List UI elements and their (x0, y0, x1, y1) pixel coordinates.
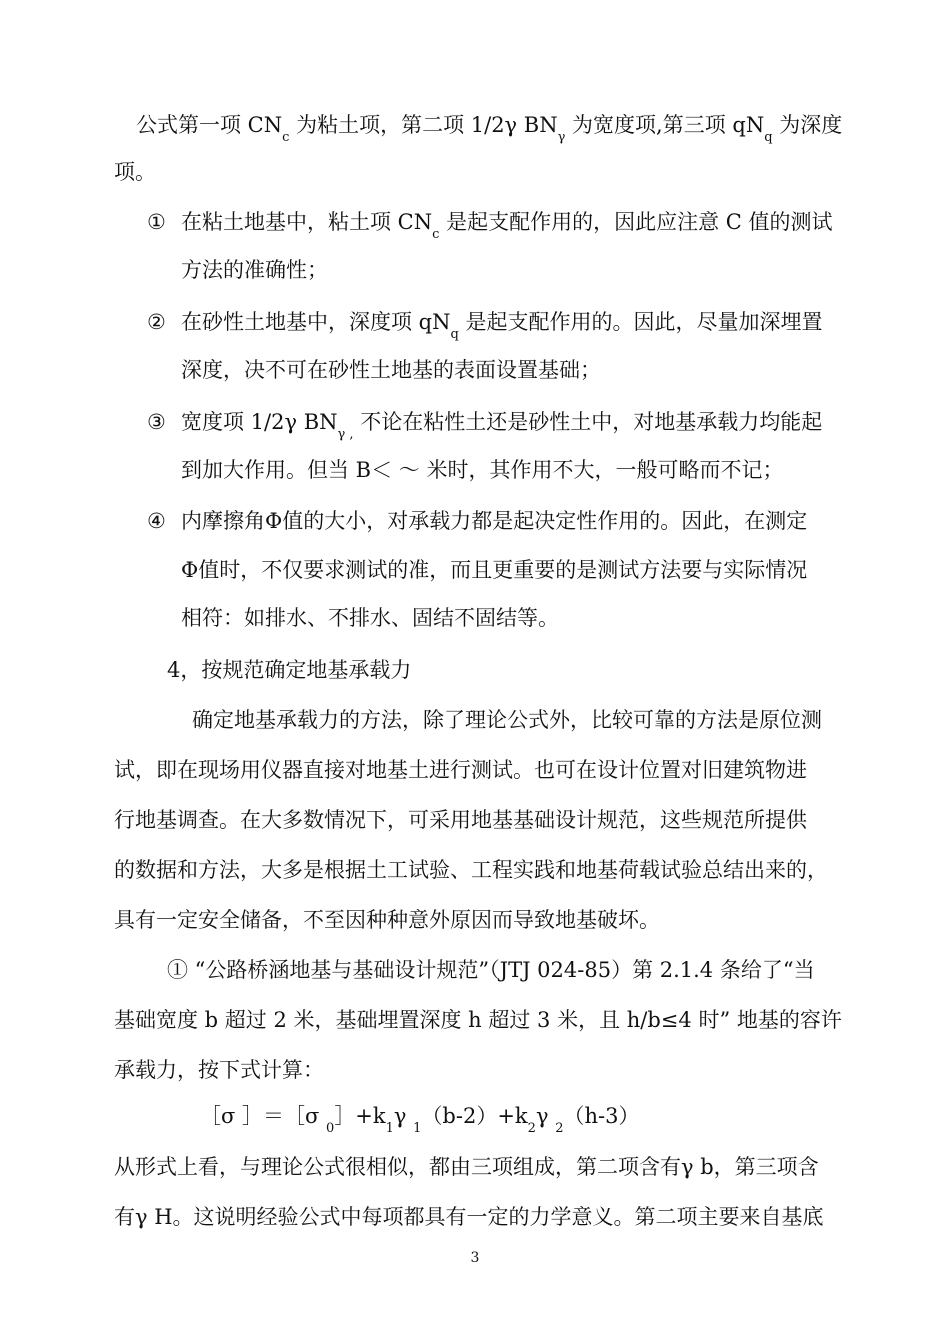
list-item-continuation: 相符：如排水、不排水、固结不固结等。 (181, 606, 559, 630)
paragraph-line: 有γ H。这说明经验公式中每项都具有一定的力学意义。第二项主要来自基底 (114, 1205, 824, 1229)
item-text: 内摩擦角Φ值的大小，对承载力都是起决定性作用的。因此，在测定 (181, 509, 808, 533)
list-item-continuation: 深度，决不可在砂性土地基的表面设置基础； (181, 358, 601, 382)
formula-part: （h-3） (563, 1104, 640, 1128)
subscript: c (282, 130, 290, 145)
list-item-continuation: 方法的准确性； (181, 258, 328, 282)
paragraph-line: 行地基调查。在大多数情况下，可采用地基基础设计规范，这些规范所提供 (114, 808, 807, 832)
rule-line: ① “公路桥涵地基与基础设计规范”（JTJ 024-85）第 2.1.4 条给了“当 (167, 958, 815, 982)
item-text: 在粘土地基中，粘土项 CN (181, 210, 433, 234)
formula-part: γ (535, 1104, 556, 1128)
formula-part: ［σ ］＝［σ (200, 1104, 327, 1128)
list-item (147, 308, 823, 349)
subscript: 2 (527, 1121, 536, 1136)
item-number: ④ (147, 509, 166, 533)
subscript: q (764, 130, 773, 145)
item-text: 宽度项 1/2γ BN (181, 410, 338, 434)
subscript: 1 (385, 1121, 394, 1136)
item-number: ② (147, 310, 166, 334)
paragraph-line: 试，即在现场用仪器直接对地基土进行测试。也可在设计位置对旧建筑物进 (114, 758, 807, 782)
rule-line: 承载力，按下式计算： (114, 1058, 324, 1082)
list-item-continuation: Φ值时，不仅要求测试的准，而且更重要的是测试方法要与实际情况 (181, 558, 808, 582)
subscript: q (450, 327, 459, 342)
list-item (147, 408, 822, 449)
paragraph-line: 的数据和方法，大多是根据土工试验、工程实践和地基荷载试验总结出来的， (114, 858, 828, 882)
intro-line-2: 项。 (114, 160, 156, 184)
rule-line: 基础宽度 b 超过 2 米，基础埋置深度 h 超过 3 米，且 h/b≤4 时” 地基的容许 (114, 1008, 842, 1032)
formula-part: γ (393, 1104, 414, 1128)
page-number: 3 (470, 1250, 480, 1266)
paragraph-line: 具有一定安全储备，不至因种种意外原因而导致地基破坏。 (114, 908, 660, 932)
item-text: 不论在粘性土还是砂性土中，对地基承载力均能起 (353, 410, 823, 434)
subscript: c (432, 227, 440, 242)
intro-line-1 (136, 111, 842, 152)
subscript: 1 (413, 1121, 422, 1136)
intro-text: 为粘土项，第二项 1/2γ BN (289, 113, 558, 137)
formula-part: （b-2）+k (421, 1104, 528, 1128)
list-item-continuation: 到加大作用。但当 B＜ ～ 米时，其作用不大，一般可略而不记； (181, 458, 784, 482)
section-heading: 4，按规范确定地基承载力 (167, 658, 412, 682)
formula-part: ］+k (334, 1104, 386, 1128)
list-item (147, 208, 833, 249)
subscript: γ , (337, 427, 354, 442)
item-text: 是起支配作用的。因此，尽量加深埋置 (458, 310, 823, 334)
subscript: 0 (326, 1121, 335, 1136)
item-number: ① (147, 210, 166, 234)
formula (200, 1102, 639, 1143)
list-item (147, 507, 807, 535)
intro-text: 为深度 (772, 113, 843, 137)
item-number: ③ (147, 410, 166, 434)
paragraph-line: 从形式上看，与理论公式很相似，都由三项组成，第二项含有γ b，第三项含 (114, 1155, 819, 1179)
paragraph-line: 确定地基承载力的方法，除了理论公式外，比较可靠的方法是原位测 (192, 708, 822, 732)
intro-text: 为宽度项,第三项 qN (565, 113, 765, 137)
intro-text: 公式第一项 CN (136, 113, 283, 137)
subscript: γ (557, 130, 566, 145)
item-text: 是起支配作用的，因此应注意 C 值的测试 (439, 210, 833, 234)
subscript: 2 (555, 1121, 564, 1136)
item-text: 在砂性土地基中，深度项 qN (181, 310, 451, 334)
